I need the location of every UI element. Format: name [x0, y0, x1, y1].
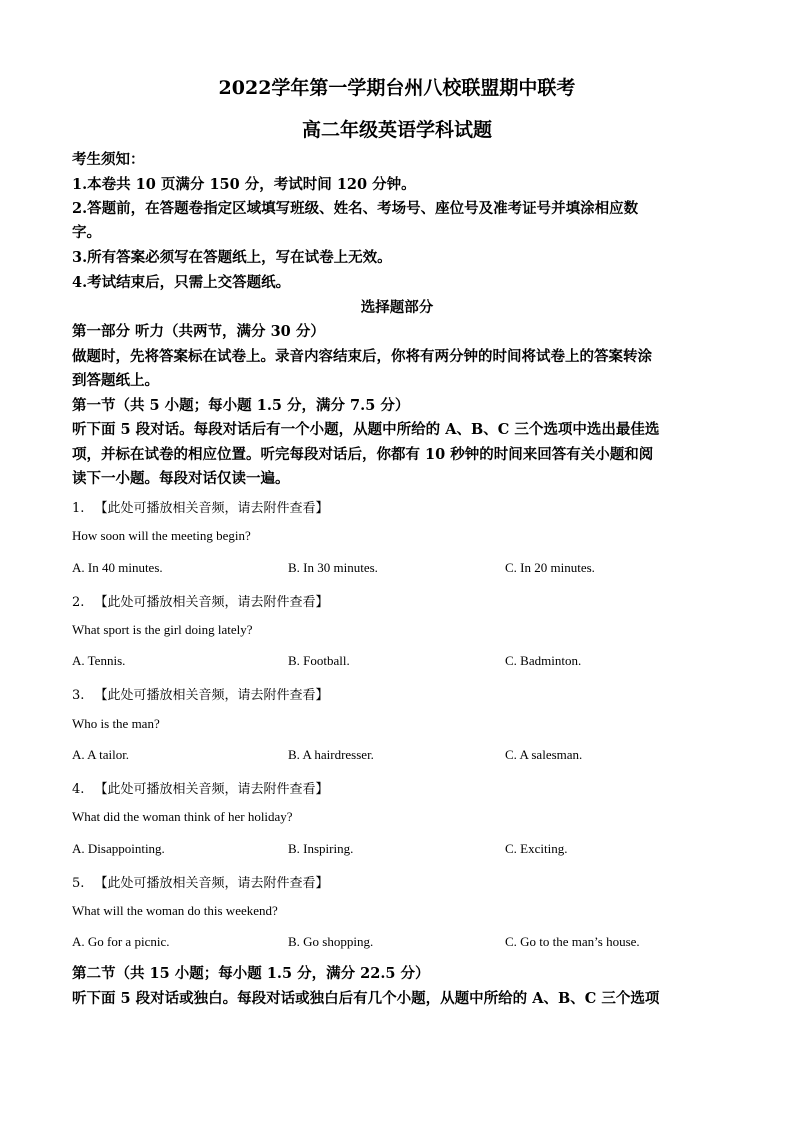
audio-placeholder: 【此处可播放相关音频，请去附件查看】 [94, 782, 329, 797]
option-b: B. A hairdresser. [288, 747, 374, 762]
part-title: 第一部分 听力（共两节，满分 30 分） [72, 323, 325, 340]
question-number: 5. [72, 876, 85, 891]
notice-item: 3.所有答案必须写在答题纸上，写在试卷上无效。 [72, 249, 392, 266]
section-heading: 选择题部分 [360, 299, 434, 316]
section-title: 第二节（共 15 小题；每小题 1.5 分，满分 22.5 分） [72, 965, 430, 982]
option-a: A. Disappointing. [72, 841, 165, 856]
section-intro: 听下面 5 段对话或独白。每段对话或独白后有几个小题，从题中所给的 A、B、C 三个选项 [72, 990, 660, 1007]
section-intro: 听下面 5 段对话。每段对话后有一个小题，从题中所给的 A、B、C 三个选项中选出最佳选 [72, 421, 660, 438]
option-a: A. Go for a picnic. [72, 934, 170, 949]
exam-subtitle: 高二年级英语学科试题 [301, 119, 492, 141]
question-text: What sport is the girl doing lately? [72, 622, 253, 637]
section-intro: 读下一小题。每段对话仅读一遍。 [72, 470, 290, 487]
notice-item-cont: 字。 [72, 224, 101, 241]
option-c: C. In 20 minutes. [505, 560, 595, 575]
question-number: 3. [72, 688, 85, 703]
part-intro: 到答题纸上。 [72, 372, 159, 389]
option-c: C. Go to the man’s house. [505, 934, 640, 949]
question-text: Who is the man? [72, 716, 160, 731]
question-audio-line [72, 778, 329, 797]
audio-placeholder: 【此处可播放相关音频，请去附件查看】 [94, 501, 329, 516]
question-text: What did the woman think of her holiday? [72, 809, 293, 824]
section-title: 第一节（共 5 小题；每小题 1.5 分，满分 7.5 分） [72, 397, 410, 414]
notice-item: 2.答题前，在答题卷指定区域填写班级、姓名、考场号、座位号及准考证号并填涂相应数 [72, 200, 639, 217]
option-b: B. Football. [288, 653, 350, 668]
question-number: 4. [72, 782, 85, 797]
option-b: B. Inspiring. [288, 841, 354, 856]
question-text: What will the woman do this weekend? [72, 903, 278, 918]
audio-placeholder: 【此处可播放相关音频，请去附件查看】 [94, 876, 329, 891]
notice-item: 4.考试结束后，只需上交答题纸。 [72, 274, 291, 291]
audio-placeholder: 【此处可播放相关音频，请去附件查看】 [94, 595, 329, 610]
exam-title: 2022学年第一学期台州八校联盟期中联考 [218, 77, 576, 99]
option-a: A. Tennis. [72, 653, 126, 668]
option-a: A. In 40 minutes. [72, 560, 163, 575]
question-number: 1. [72, 501, 85, 516]
option-c: C. Badminton. [505, 653, 582, 668]
option-b: B. Go shopping. [288, 934, 374, 949]
question-audio-line [72, 872, 329, 891]
option-a: A. A tailor. [72, 747, 130, 762]
section-intro: 项，并标在试卷的相应位置。听完每段对话后，你都有 10 秒钟的时间来回答有关小题和阅 [72, 446, 654, 463]
audio-placeholder: 【此处可播放相关音频，请去附件查看】 [94, 688, 329, 703]
notice-heading: 考生须知： [72, 151, 145, 168]
question-audio-line [72, 591, 329, 610]
option-c: C. Exciting. [505, 841, 568, 856]
question-audio-line [72, 497, 329, 516]
notice-item: 1.本卷共 10 页满分 150 分，考试时间 120 分钟。 [72, 176, 416, 193]
question-audio-line [72, 684, 329, 703]
part-intro: 做题时，先将答案标在试卷上。录音内容结束后，你将有两分钟的时间将试卷上的答案转涂 [72, 348, 652, 365]
option-c: C. A salesman. [505, 747, 583, 762]
question-number: 2. [72, 595, 85, 610]
option-b: B. In 30 minutes. [288, 560, 378, 575]
question-text: How soon will the meeting begin? [72, 528, 251, 543]
